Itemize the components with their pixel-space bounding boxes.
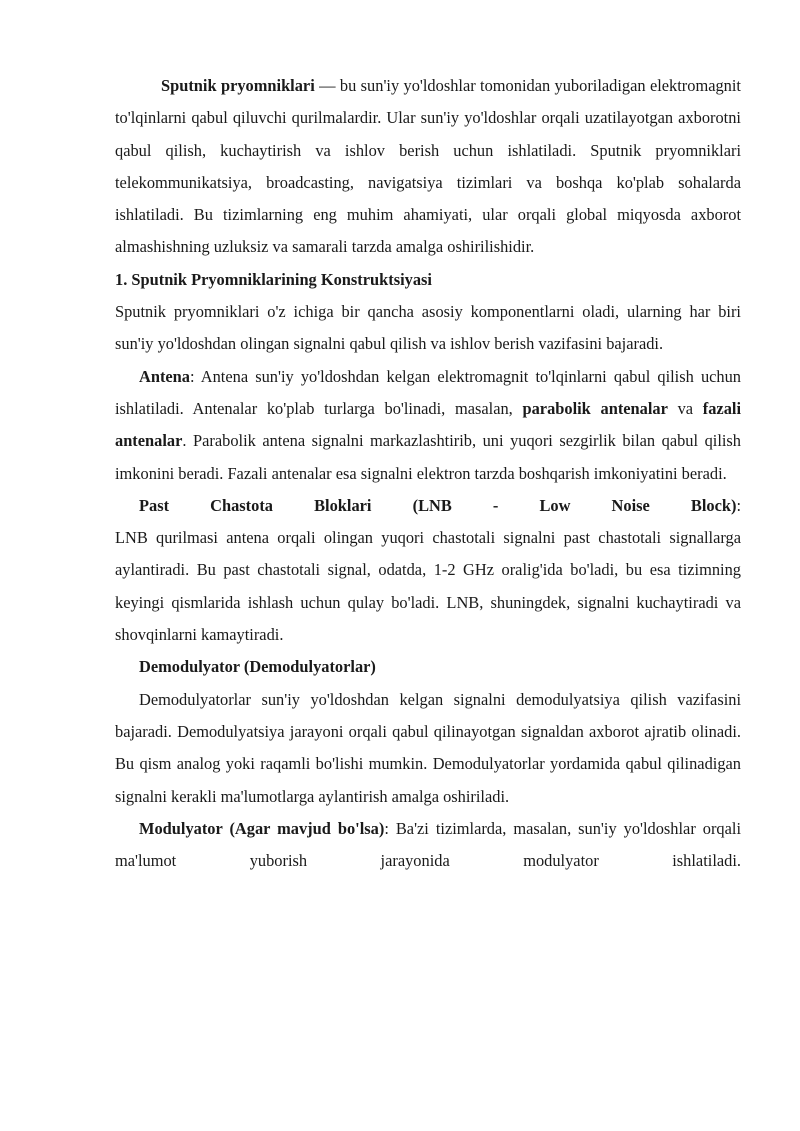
demod-paragraph: Demodulyatorlar sun'iy yo'ldoshdan kelgan signalni demodulyatsiya qilish vazifasini bajaradi. Demodulyatsiya jarayoni orqali qabul qilinayotgan signaldan axborot ajratib olinadi. Bu qism analog yoki raqamli bo'lishi mumkin. Demodulyatorlar yordamida qabul qilinadigan signalni kerakli ma'lumotlarga aylantirish amalga oshiriladi. [115, 689, 741, 806]
intro-lead: Sputnik pryomniklari [161, 76, 315, 95]
lnb-word: (LNB [412, 495, 452, 515]
antena-bold-1: parabolik antenalar [522, 398, 668, 418]
lnb-word: Past [139, 495, 170, 515]
antena-text-2: va [667, 398, 703, 418]
lnb-colon: : [736, 495, 741, 515]
lnb-heading-line [115, 490, 741, 522]
demod-heading: Demodulyator (Demodulyatorlar) [139, 657, 376, 677]
antena-paragraph [115, 361, 741, 490]
lnb-word-last [691, 490, 741, 522]
lnb-word: Block) [690, 495, 737, 515]
intro-paragraph [115, 70, 741, 264]
mod-lead: Modulyator (Agar mavjud bo'lsa) [139, 818, 385, 838]
lnb-word: Low [539, 495, 571, 515]
components-paragraph: Sputnik pryomniklari o'z ichiga bir qancha asosiy komponentlarni oladi, ularning har biri sun'iy yo'ldoshdan olingan signalni qabul qilish va ishlov berish vazifasini bajaradi. [115, 302, 741, 354]
document-page [115, 70, 741, 877]
lnb-word: - [492, 495, 499, 515]
lnb-paragraph: LNB qurilmasi antena orqali olingan yuqori chastotali signalni past chastotali signallarga aylantiradi. Bu past chastotali signal, odatda, 1-2 GHz oralig'ida bo'ladi, bu esa tizimning keyingi qismlarida ishlash uchun qulay bo'ladi. LNB, shuningdek, signalni kuchaytiradi va shovqinlarni kamaytiradi. [115, 528, 741, 645]
lnb-word: Noise [611, 495, 650, 515]
antena-text-1: : Antena sun'iy yo'ldoshdan kelgan elektromagnit to'lqinlarni qabul qilish uchun ishlatiladi. Antenalar ko'plab turlarga bo'linadi, masalan, [115, 366, 741, 418]
lnb-word: Bloklari [314, 495, 372, 515]
section-heading: 1. Sputnik Pryomniklarining Konstruktsiyasi [115, 269, 432, 289]
mod-text: : Ba'zi tizimlarda, masalan, sun'iy yo'ldoshlar orqali ma'lumot yuborish jarayonida modulyator ishlatiladi. [115, 818, 741, 871]
antena-lead: Antena [139, 366, 190, 386]
intro-text: — bu sun'iy yo'ldoshlar tomonidan yuboriladigan elektromagnit to'lqinlarni qabul qiluvchi qurilmalardir. Ular sun'iy yo'ldoshlar orqali uzatilayotgan axborotni qabul qilish, kuchaytirish va ishlov berish uchun ishlatiladi. Sputnik pryomniklari telekommunikatsiya, broadcasting, navigatsiya tizimlari va boshqa ko'plab sohalarda ishlatiladi. Bu tizimlarning eng muhim ahamiyati, ular orqali global miqyosda axborot almashishning uzluksiz va samarali tarzda amalga oshirilishidir. [115, 76, 741, 257]
lnb-word: Chastota [210, 495, 273, 515]
antena-bold-2: fazali antenalar [115, 398, 742, 451]
mod-paragraph [115, 813, 741, 878]
antena-text-3: . Parabolik antena signalni markazlashtirib, uni yuqori sezgirlik bilan qabul qilish imkonini beradi. Fazali antenalar esa signalni elektron tarzda boshqarish imkoniyatini beradi. [115, 431, 741, 483]
